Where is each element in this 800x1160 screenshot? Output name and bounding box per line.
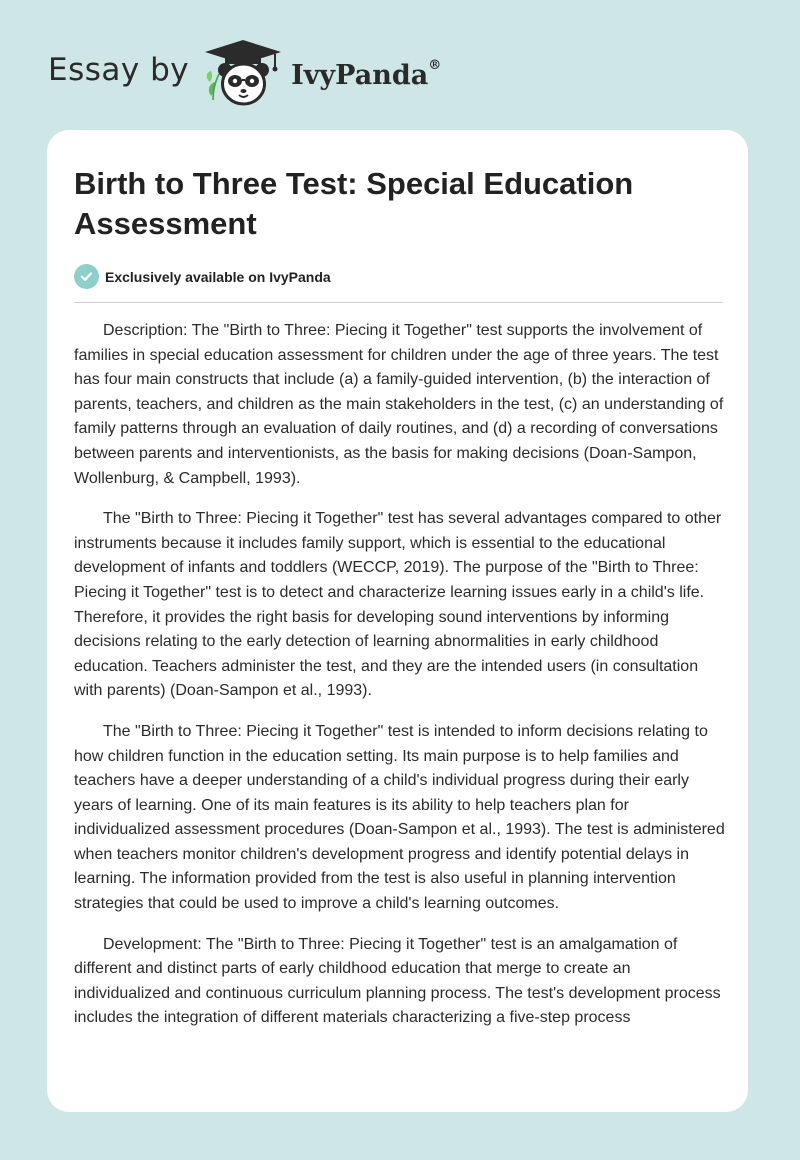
brand-prefix: Essay by <box>48 52 190 88</box>
panda-graduate-logo-icon <box>201 38 285 108</box>
divider <box>74 302 723 303</box>
brand-header[interactable] <box>48 38 441 108</box>
paragraph: The "Birth to Three: Piecing it Together" test is intended to inform decisions relating to how children function in the education setting. Its main purpose is to help families and teachers have a deeper understanding of a child's individual progress during their early years of learning. One of its main features is its ability to help teachers plan for individualized assessment procedures (Doan-Sampon et al., 1993). The test is administered when teachers monitor children's development progress and identify potential delays in learning. The information provided from the test is also useful in planning intervention strategies that could be used to improve a child's learning outcomes. <box>74 722 725 913</box>
page-title: Birth to Three Test: Special Education Assessment <box>74 166 634 241</box>
brand-name: IvyPanda® <box>291 57 442 91</box>
exclusive-badge <box>74 264 331 289</box>
article-card <box>47 130 748 1112</box>
paragraph: The "Birth to Three: Piecing it Together" test has several advantages compared to other instruments because it includes family support, which is essential to the educational development of infants and toddlers (WECCP, 2019). The purpose of the "Birth to Three: Piecing it Together" test is to detect and characterize learning issues early in a child's life. Therefore, it provides the right basis for developing sound interventions by informing decisions relating to the early detection of learning abnormalities in early childhood education. Teachers administer the test, and they are the intended users (in consultation with parents) (Doan-Sampon et al., 1993). <box>74 510 722 700</box>
article-body <box>74 319 726 1047</box>
paragraph: Description: The "Birth to Three: Piecing it Together" test supports the involvement of families in special education assessment for children under the age of three years. The test has four main constructs that include (a) a family-guided intervention, (b) the interaction of parents, teachers, and children as the main stakeholders in the test, (c) an understanding of family patterns through an evaluation of daily routines, and (d) a recording of conversations between parents and interventionists, as the basis for making decisions (Doan-Sampon, Wollenburg, & Campbell, 1993). <box>74 322 724 487</box>
paragraph: Development: The "Birth to Three: Piecing it Together" test is an amalgamation of different and distinct parts of early childhood education that merge to create an individualized and continuous curriculum planning process. The test's development process includes the integration of different materials characterizing a five-step process <box>74 935 721 1027</box>
check-icon <box>74 264 99 289</box>
badge-label: Exclusively available on IvyPanda <box>105 268 331 285</box>
